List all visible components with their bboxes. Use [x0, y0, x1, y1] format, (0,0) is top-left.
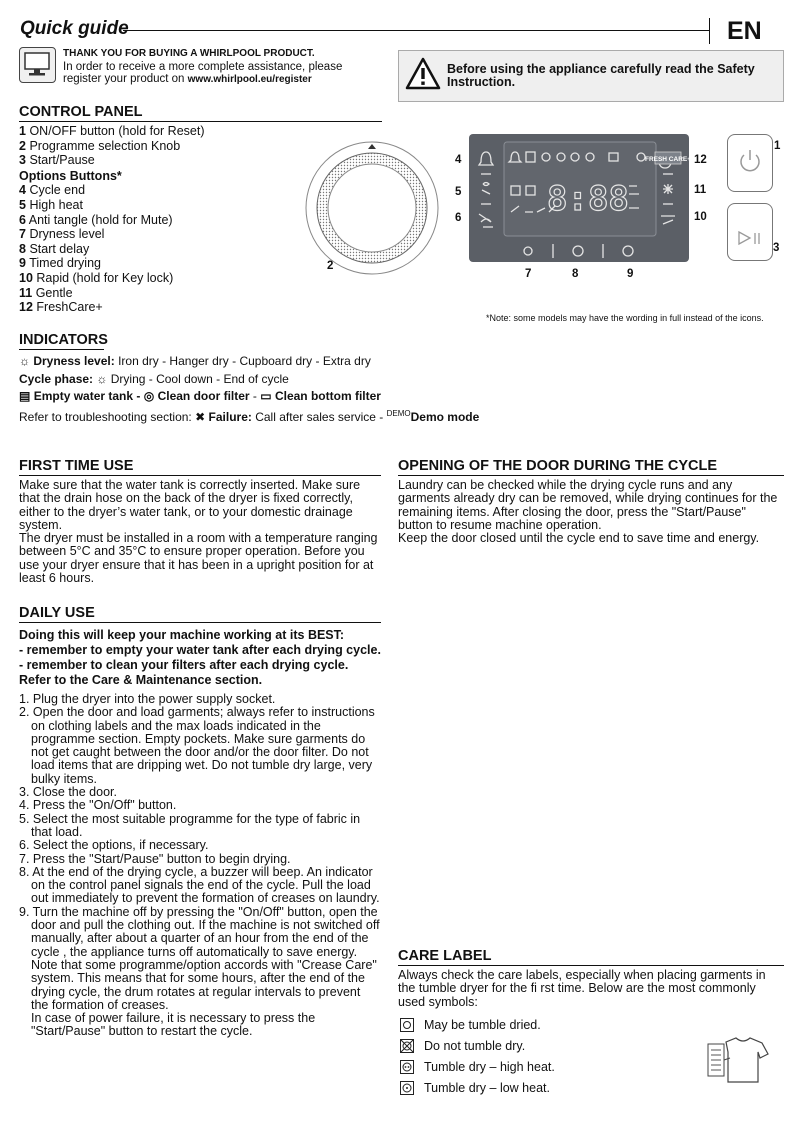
computer-icon: [19, 47, 56, 83]
display-panel: [469, 134, 689, 262]
tumble-dry-high-heat-icon: [400, 1060, 414, 1074]
garment-label-icon: [696, 1034, 770, 1086]
crease-care-note: Note that some programme/option accords with "Crease Care" system. This means that for some hours, after the end of the drying cycle, the drum rotates at regular intervals to prevent the formation of creases.: [31, 957, 377, 1012]
callout-11: 11: [694, 184, 707, 196]
care-symbol-text: Do not tumble dry.: [424, 1038, 526, 1053]
daily-use-tip: - remember to empty your water tank after each drying cycle.: [19, 643, 381, 657]
list-item: 11 Gentle: [19, 285, 73, 300]
list-item: 2. Open the door and load garments; always refer to instructions on clothing labels and the max loads indicated in the programme section. Empty pockets. Make sure garments do not get caught between the door and/or the door filter. Do not load items that are dripping wet. Do not tumble dry large, very bulky items.: [19, 705, 375, 786]
thanks-line-2: register your product on: [63, 73, 188, 85]
list-item: 6 Anti tangle (hold for Mute): [19, 212, 173, 227]
list-item: 9 Timed drying: [19, 256, 101, 271]
list-item: 2 Programme selection Knob: [19, 138, 181, 153]
callout-2: 2: [327, 260, 334, 272]
indicators-heading: INDICATORS: [19, 332, 108, 348]
door-opening-para-2: Keep the door closed until the cycle end to save time and energy.: [398, 531, 760, 546]
list-item: 10 Rapid (hold for Key lock): [19, 270, 174, 285]
control-panel-heading: CONTROL PANEL: [19, 104, 382, 122]
warning-icon: [405, 57, 441, 91]
first-time-use-para-1: Make sure that the water tank is correctly inserted. Make sure that the drain hose on the back of the dryer is fixed correctly, either to the dryer’s water tank, or to your domestic drainage system.: [19, 478, 361, 532]
daily-use-heading: DAILY USE: [19, 605, 381, 623]
options-heading: Options Buttons*: [19, 168, 122, 183]
callout-7: 7: [525, 268, 532, 280]
callout-3: 3: [773, 242, 780, 254]
tumble-dry-low-heat-icon: [400, 1081, 414, 1095]
freshcare-badge: FRESH CARE+: [644, 156, 689, 163]
list-item: 7. Press the "Start/Pause" button to begin drying.: [19, 851, 291, 866]
list-item: 4. Press the "On/Off" button.: [19, 798, 177, 813]
door-opening-heading: OPENING OF THE DOOR DURING THE CYCLE: [398, 458, 784, 476]
start-pause-button[interactable]: [727, 203, 773, 261]
safety-notice: [398, 50, 784, 102]
list-item: [400, 1077, 690, 1098]
cycle-phase-values: Drying - Cool down - End of cycle: [110, 372, 289, 386]
bottom-filter-label: Clean bottom filter: [274, 389, 381, 403]
register-link[interactable]: www.whirlpool.eu/register: [187, 74, 312, 85]
list-item: 5. Select the most suitable programme for the type of fabric in that load.: [19, 811, 361, 839]
header-divider: [709, 18, 710, 44]
care-symbol-list: [400, 1014, 690, 1098]
list-item: 9. Turn the machine off by pressing the "On/Off" button, open the door and pull the clothing out. If the machine is not switched off manually, after about a quarter of an hour from the end of the cycle , the appliance turns off automatically to save energy.: [19, 904, 380, 959]
cycle-phase-row: [19, 372, 289, 386]
list-item: 3 Start/Pause: [19, 153, 95, 168]
bottom-filter-icon: ▭: [260, 389, 272, 403]
demo-mode-label: Demo mode: [410, 410, 480, 424]
dryness-label: Dryness level:: [33, 354, 115, 368]
list-item: 8. At the end of the drying cycle, a buzzer will beep. An indicator on the control panel signals the end of the cycle. Pull the load out immediately to prevent the formation of creases on laundry.: [19, 864, 380, 906]
list-item: [400, 1014, 690, 1035]
list-item: 7 Dryness level: [19, 227, 105, 242]
list-item: 5 High heat: [19, 197, 83, 212]
callout-8: 8: [572, 268, 579, 280]
callout-1: 1: [774, 140, 781, 152]
care-label-intro: Always check the care labels, especially when placing garments in the tumble dryer for the fi rst time. Below are the most commonly used symbols:: [398, 968, 766, 1009]
callout-12: 12: [694, 154, 707, 166]
on-off-button[interactable]: [727, 134, 773, 192]
door-opening-para-1: Laundry can be checked while the drying cycle runs and any garments already dry can be removed, while drying continues for the remaining items. After closing the door, press the "Start/Pause" button to resume machine operation.: [398, 478, 778, 532]
water-tank-icon: ▤: [19, 389, 31, 403]
sun-icon: ☼: [96, 372, 108, 386]
care-symbol-text: Tumble dry – low heat.: [424, 1080, 550, 1095]
care-label-heading: CARE LABEL: [398, 948, 784, 966]
care-symbol-text: Tumble dry – high heat.: [424, 1059, 555, 1074]
first-time-use-heading: FIRST TIME USE: [19, 458, 381, 476]
daily-use-steps: [19, 693, 381, 1039]
tumble-dry-icon: [400, 1018, 414, 1032]
failure-label: Failure:: [208, 410, 252, 424]
list-item: 1 ON/OFF button (hold for Reset): [19, 124, 205, 138]
daily-use-tips: [19, 628, 381, 688]
page-title: Quick guide: [20, 18, 129, 39]
daily-use-tip: Refer to the Care & Maintenance section.: [19, 673, 263, 687]
no-tumble-dry-icon: [400, 1039, 414, 1053]
list-item: [400, 1056, 690, 1077]
list-item: 4 Cycle end: [19, 183, 86, 198]
callout-6: 6: [455, 212, 462, 224]
care-symbol-text: May be tumble dried.: [424, 1017, 541, 1032]
list-item: 12 FreshCare+: [19, 300, 103, 315]
cycle-phase-label: Cycle phase:: [19, 372, 94, 386]
programme-knob[interactable]: [304, 140, 440, 276]
list-item: 1. Plug the dryer into the power supply socket.: [19, 692, 276, 706]
callout-5: 5: [455, 186, 462, 198]
control-panel-list: [19, 124, 279, 315]
wrench-icon: ✖: [195, 410, 206, 424]
display-digits: 8:88: [547, 179, 629, 219]
door-filter-icon: ◎: [143, 389, 155, 403]
list-item: 8 Start delay: [19, 241, 90, 256]
water-tank-label: Empty water tank -: [33, 389, 141, 403]
header-rule: [123, 30, 709, 31]
list-item: [400, 1035, 690, 1056]
troubleshooting-text: Refer to troubleshooting section:: [19, 410, 192, 424]
daily-use-tip: Doing this will keep your machine working at its BEST:: [19, 628, 345, 642]
failure-text: Call after sales service -: [255, 410, 384, 424]
door-filter-label: Clean door filter: [157, 389, 250, 403]
first-time-use-text: [19, 479, 381, 585]
play-pause-icon: [728, 204, 772, 260]
power-failure-note: In case of power failure, it is necessary to press the "Start/Pause" button to restart the cycle.: [31, 1011, 316, 1039]
list-item: 6. Select the options, if necessary.: [19, 838, 209, 853]
callout-4: 4: [455, 154, 462, 166]
dryness-values: Iron dry - Hanger dry - Cupboard dry - Extra dry: [118, 354, 371, 368]
safety-text: Before using the appliance carefully read the Safety Instruction.: [447, 62, 755, 89]
list-item: 3. Close the door.: [19, 785, 117, 800]
troubleshooting-row: [19, 407, 479, 424]
thanks-text: [63, 47, 363, 87]
first-time-use-para-2: The dryer must be installed in a room with a temperature ranging between 5°C and 35°C to ensure proper operation. Before you use your dryer ensure that it has been in a upright position for at least 6 hours.: [19, 531, 378, 586]
language-code: EN: [727, 17, 762, 45]
dryness-level-row: [19, 354, 371, 368]
icons-note: *Note: some models may have the wording in full instead of the icons.: [486, 313, 764, 323]
daily-use-tip: - remember to clean your filters after each drying cycle.: [19, 658, 349, 672]
power-icon: [728, 135, 772, 191]
door-opening-text: [398, 479, 782, 545]
thanks-heading: THANK YOU FOR BUYING A WHIRLPOOL PRODUCT.: [63, 48, 315, 59]
thanks-line-1: In order to receive a more complete assistance, please: [63, 60, 343, 73]
callout-10: 10: [694, 211, 707, 223]
dryness-icon: ☼: [19, 354, 30, 368]
demo-tag: DEMO: [386, 409, 411, 418]
callout-9: 9: [627, 268, 634, 280]
maintenance-row: ▤ Empty water tank - ◎ Clean door filter - ▭ Clean bottom filter: [19, 389, 381, 403]
